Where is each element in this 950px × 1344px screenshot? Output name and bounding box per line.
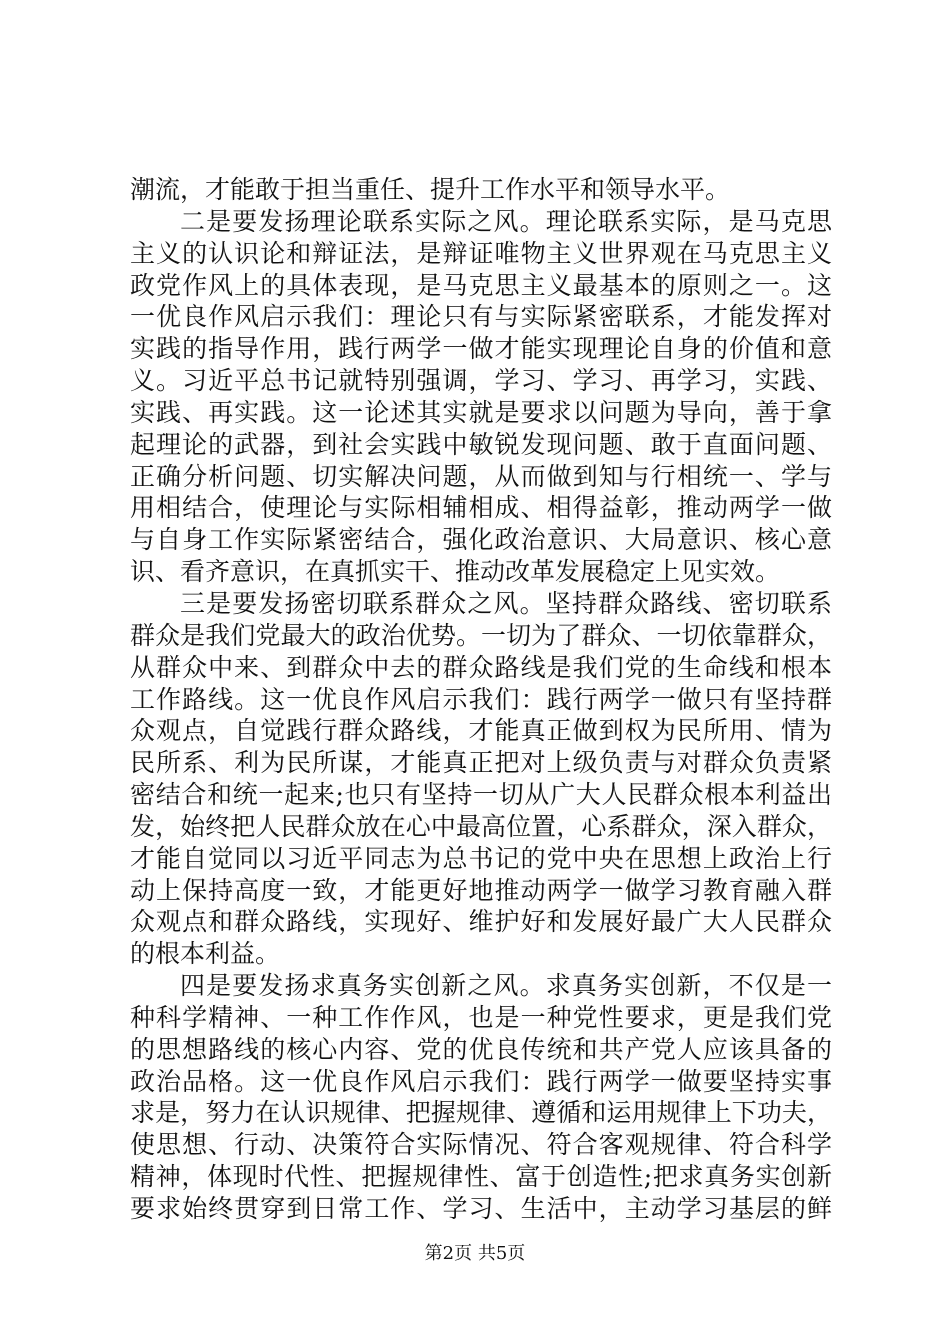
text-line: 动上保持高度一致，才能更好地推动两学一做学习教育融入群 (130, 875, 832, 905)
paragraph-start-line: 二是要发扬理论联系实际之风。理论联系实际，是马克思 (180, 206, 832, 236)
text-line: 才能自觉同以习近平同志为总书记的党中央在思想上政治上行 (130, 843, 832, 873)
text-line: 识、看齐意识，在真抓实干、推动改革发展稳定上见实效。 (130, 557, 781, 587)
text-line: 用相结合，使理论与实际相辅相成、相得益彰，推动两学一做 (130, 493, 832, 523)
text-line: 密结合和统一起来;也只有坚持一切从广大人民群众根本利益出 (130, 780, 832, 810)
text-line: 政党作风上的具体表现，是马克思主义最基本的原则之一。这 (130, 270, 832, 300)
text-line: 正确分析问题、切实解决问题，从而做到知与行相统一、学与 (130, 461, 832, 491)
text-line: 使思想、行动、决策符合实际情况、符合客观规律、符合科学 (130, 1130, 832, 1160)
text-line: 实践、再实践。这一论述其实就是要求以问题为导向，善于拿 (130, 397, 832, 427)
text-line: 的思想路线的核心内容、党的优良传统和共产党人应该具备的 (130, 1034, 832, 1064)
text-line: 求是，努力在认识规律、把握规律、遵循和运用规律上下功夫， (130, 1098, 832, 1128)
text-line: 众观点，自觉践行群众路线，才能真正做到权为民所用、情为 (130, 716, 832, 746)
text-line: 精神，体现时代性、把握规律性、富于创造性;把求真务实创新 (130, 1162, 832, 1192)
document-body (130, 174, 832, 1225)
text-line: 众观点和群众路线，实现好、维护好和发展好最广大人民群众 (130, 907, 832, 937)
text-line: 起理论的武器，到社会实践中敏锐发现问题、敢于直面问题、 (130, 429, 832, 459)
text-line: 一优良作风启示我们：理论只有与实际紧密联系，才能发挥对 (130, 302, 832, 332)
paragraph-start-line: 四是要发扬求真务实创新之风。求真务实创新，不仅是一 (180, 971, 832, 1001)
text-line: 与自身工作实际紧密结合，强化政治意识、大局意识、核心意 (130, 525, 832, 555)
text-line: 从群众中来、到群众中去的群众路线是我们党的生命线和根本 (130, 652, 832, 682)
text-line: 群众是我们党最大的政治优势。一切为了群众、一切依靠群众， (130, 620, 832, 650)
text-line: 潮流，才能敢于担当重任、提升工作水平和领导水平。 (130, 175, 731, 204)
page-number-footer: 第2页 共5页 (424, 1243, 526, 1264)
text-line: 工作路线。这一优良作风启示我们：践行两学一做只有坚持群 (130, 684, 832, 714)
text-line: 发，始终把人民群众放在心中最高位置，心系群众，深入群众， (130, 811, 832, 841)
text-line: 民所系、利为民所谋，才能真正把对上级负责与对群众负责紧 (130, 748, 832, 778)
text-line: 种科学精神、一种工作作风，也是一种党性要求，更是我们党 (130, 1002, 832, 1032)
text-line: 主义的认识论和辩证法，是辩证唯物主义世界观在马克思主义 (130, 238, 832, 268)
text-line: 的根本利益。 (130, 939, 281, 969)
text-line: 实践的指导作用，践行两学一做才能实现理论自身的价值和意 (130, 334, 832, 364)
text-line: 义。习近平总书记就特别强调，学习、学习、再学习，实践、 (130, 366, 832, 396)
text-line: 政治品格。这一优良作风启示我们：践行两学一做要坚持实事 (130, 1066, 832, 1096)
text-line: 要求始终贯穿到日常工作、学习、生活中，主动学习基层的鲜 (130, 1194, 832, 1223)
paragraph-start-line: 三是要发扬密切联系群众之风。坚持群众路线、密切联系 (180, 588, 832, 618)
